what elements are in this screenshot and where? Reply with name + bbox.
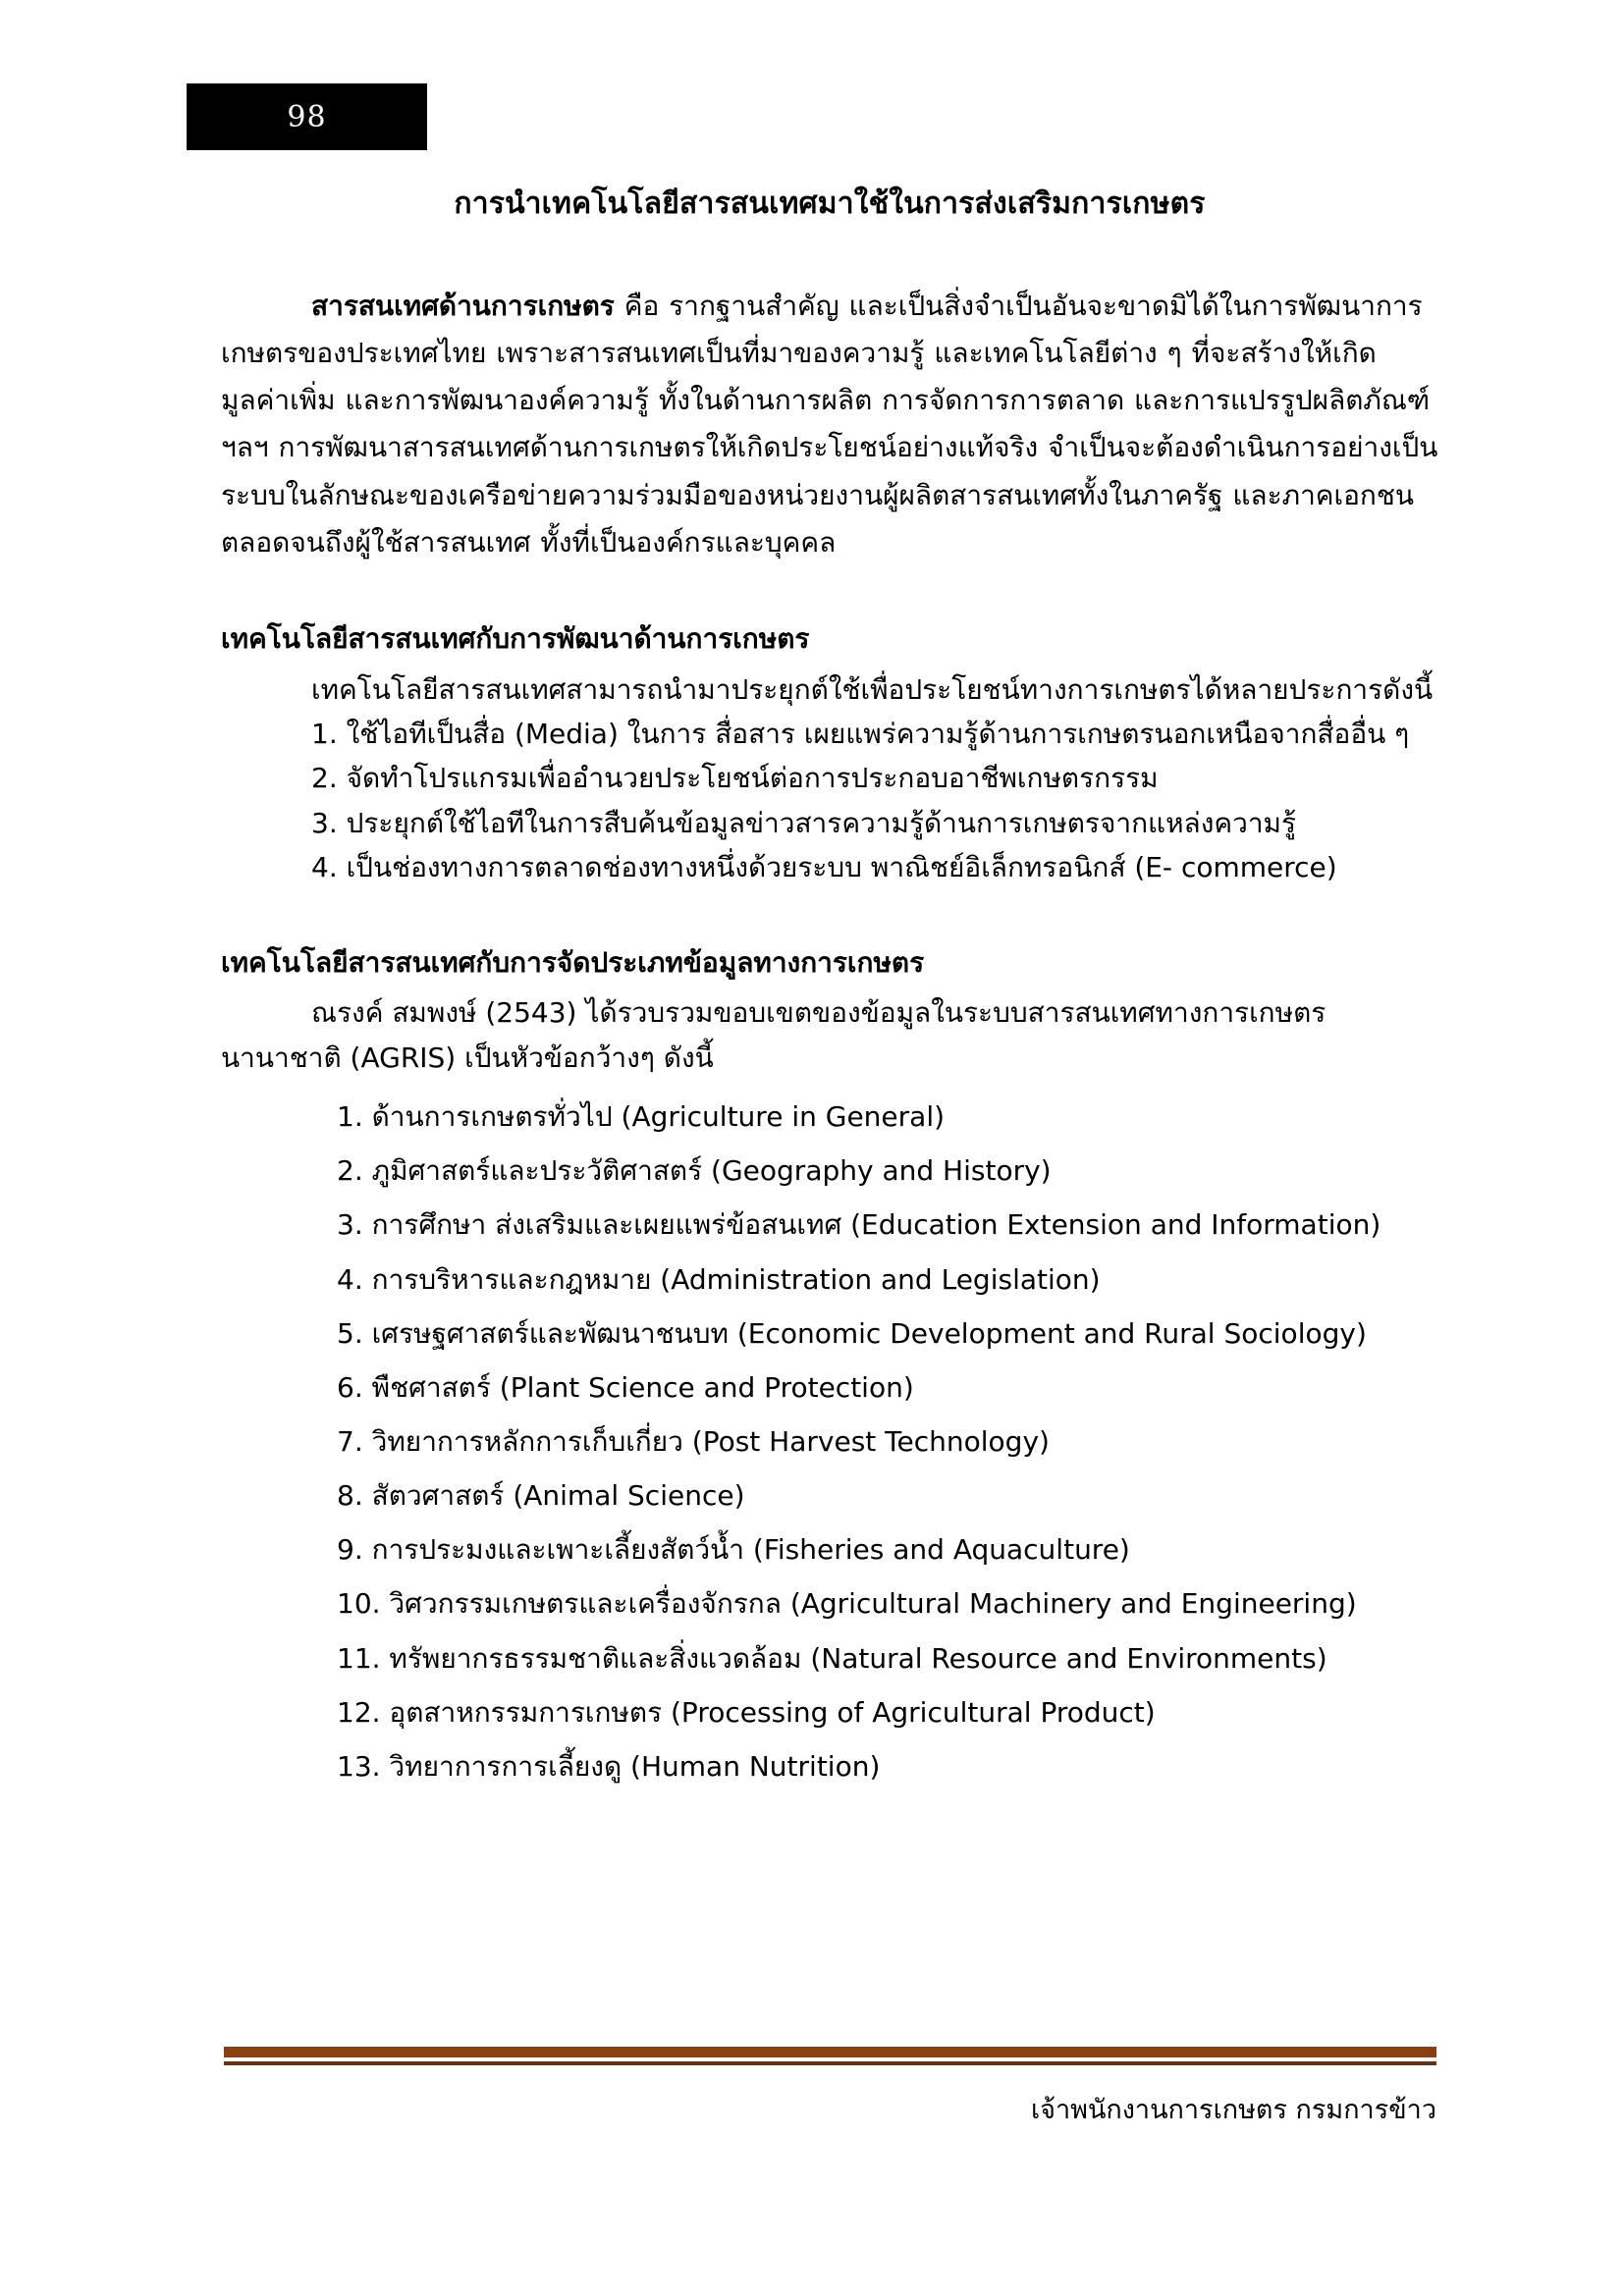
list-item: 12. อุตสาหกรรมการเกษตร (Processing of Agricultural Product)	[337, 1695, 1156, 1729]
list-item: 3. ประยุกต์ใช้ไอทีในการสืบค้นข้อมูลข่าวสารความรู้ด้านการเกษตรจากแหล่งความรู้	[311, 806, 1297, 839]
list-item: 2. ภูมิศาสตร์และประวัติศาสตร์ (Geography and History)	[337, 1154, 1052, 1188]
section1-intro: เทคโนโลยีสารสนเทศสามารถนำมาประยุกต์ใช้เพื่อประโยชน์ทางการเกษตรได้หลายประการดังนี้	[311, 672, 1434, 706]
list-item: 1. ด้านการเกษตรทั่วไป (Agriculture in General)	[337, 1100, 946, 1134]
list-item: 10. วิศวกรรมเกษตรและเครื่องจักรกล (Agricultural Machinery and Engineering)	[337, 1587, 1357, 1621]
intro-lead-term: สารสนเทศด้านการเกษตร	[311, 290, 615, 322]
section-heading-development: เทคโนโลยีสารสนเทศกับการพัฒนาด้านการเกษตร	[221, 621, 810, 655]
page-number-banner	[187, 83, 427, 150]
section2-intro-line2: นานาชาติ (AGRIS) เป็นหัวข้อกว้างๆ ดังนี้	[221, 1041, 714, 1074]
list-item: 4. เป็นช่องทางการตลาดช่องทางหนึ่งด้วยระบบ พาณิชย์อิเล็กทรอนิกส์ (E- commerce)	[311, 851, 1337, 884]
intro-body-text: คือ รากฐานสำคัญ และเป็นสิ่งจำเป็นอันจะขาดมิได้ในการพัฒนาการเกษตรของประเทศไทย เพราะสารสนเทศเป็นที่มาของความรู้ และเทคโนโลยีต่าง ๆ ที่จะสร้างให้เกิดมูลค่าเพิ่ม และการพัฒนาองค์ความรู้ ทั้งในด้านการผลิต การจัดการการตลาด และการแปรรูปผลิตภัณฑ์ ฯลฯ การพัฒนาสารสนเทศด้านการเกษตรให้เกิดประโยชน์อย่างแท้จริง จำเป็นจะต้องดำเนินการอย่างเป็นระบบในลักษณะของเครือข่ายความร่วมมือของหน่วยงานผู้ผลิตสารสนเทศทั้งในภาครัฐ และภาคเอกชนตลอดจนถึงผู้ใช้สารสนเทศ ทั้งที่เป็นองค์กรและบุคคล	[221, 290, 1438, 559]
footer-rule-thin	[224, 2061, 1436, 2065]
list-item: 13. วิทยาการการเลี้ยงดู (Human Nutrition)	[337, 1749, 881, 1783]
footer-text: เจ้าพนักงานการเกษตร กรมการข้าว	[1030, 2095, 1436, 2125]
list-item: 8. สัตวศาสตร์ (Animal Science)	[337, 1479, 745, 1513]
spacer	[221, 1080, 1438, 1094]
section2-list	[221, 1094, 1438, 1790]
list-item: 9. การประมงและเพาะเลี้ยงสัตว์น้ำ (Fisheries and Aquaculture)	[337, 1533, 1130, 1567]
list-item: 2. จัดทำโปรแกรมเพื่ออำนวยประโยชน์ต่อการประกอบอาชีพเกษตรกรรม	[311, 762, 1159, 795]
list-item: 11. ทรัพยากรธรรมชาติและสิ่งแวดล้อม (Natural Resource and Environments)	[337, 1641, 1327, 1675]
page-number: 98	[287, 99, 327, 134]
page-title: การนำเทคโนโลยีสารสนเทศมาใช้ในการส่งเสริมการเกษตร	[454, 187, 1206, 221]
page-footer	[224, 2047, 1436, 2131]
page-content	[221, 182, 1438, 1797]
list-item: 5. เศรษฐศาสตร์และพัฒนาชนบท (Economic Development and Rural Sociology)	[337, 1316, 1367, 1350]
list-item: 3. การศึกษา ส่งเสริมและเผยแพร่ข้อสนเทศ (Education Extension and Information)	[337, 1208, 1381, 1242]
section-heading-classification: เทคโนโลยีสารสนเทศกับการจัดประเภทข้อมูลทางการเกษตร	[221, 945, 925, 979]
list-item: 7. วิทยาการหลักการเก็บเกี่ยว (Post Harvest Technology)	[337, 1424, 1050, 1458]
footer-rule-thick	[224, 2047, 1436, 2057]
section1-list	[221, 712, 1438, 889]
list-item: 6. พืชศาสตร์ (Plant Science and Protection)	[337, 1370, 914, 1404]
intro-paragraph	[221, 283, 1438, 566]
list-item: 4. การบริหารและกฎหมาย (Administration and Legislation)	[337, 1262, 1101, 1296]
list-item: 1. ใช้ไอทีเป็นสื่อ (Media) ในการ สื่อสาร เผยแพร่ความรู้ด้านการเกษตรนอกเหนือจากสื่ออื่น ๆ	[311, 718, 1410, 751]
section2-intro-line1: ณรงค์ สมพงษ์ (2543) ได้รวบรวมขอบเขตของข้อมูลในระบบสารสนเทศทางการเกษตร	[311, 996, 1326, 1030]
